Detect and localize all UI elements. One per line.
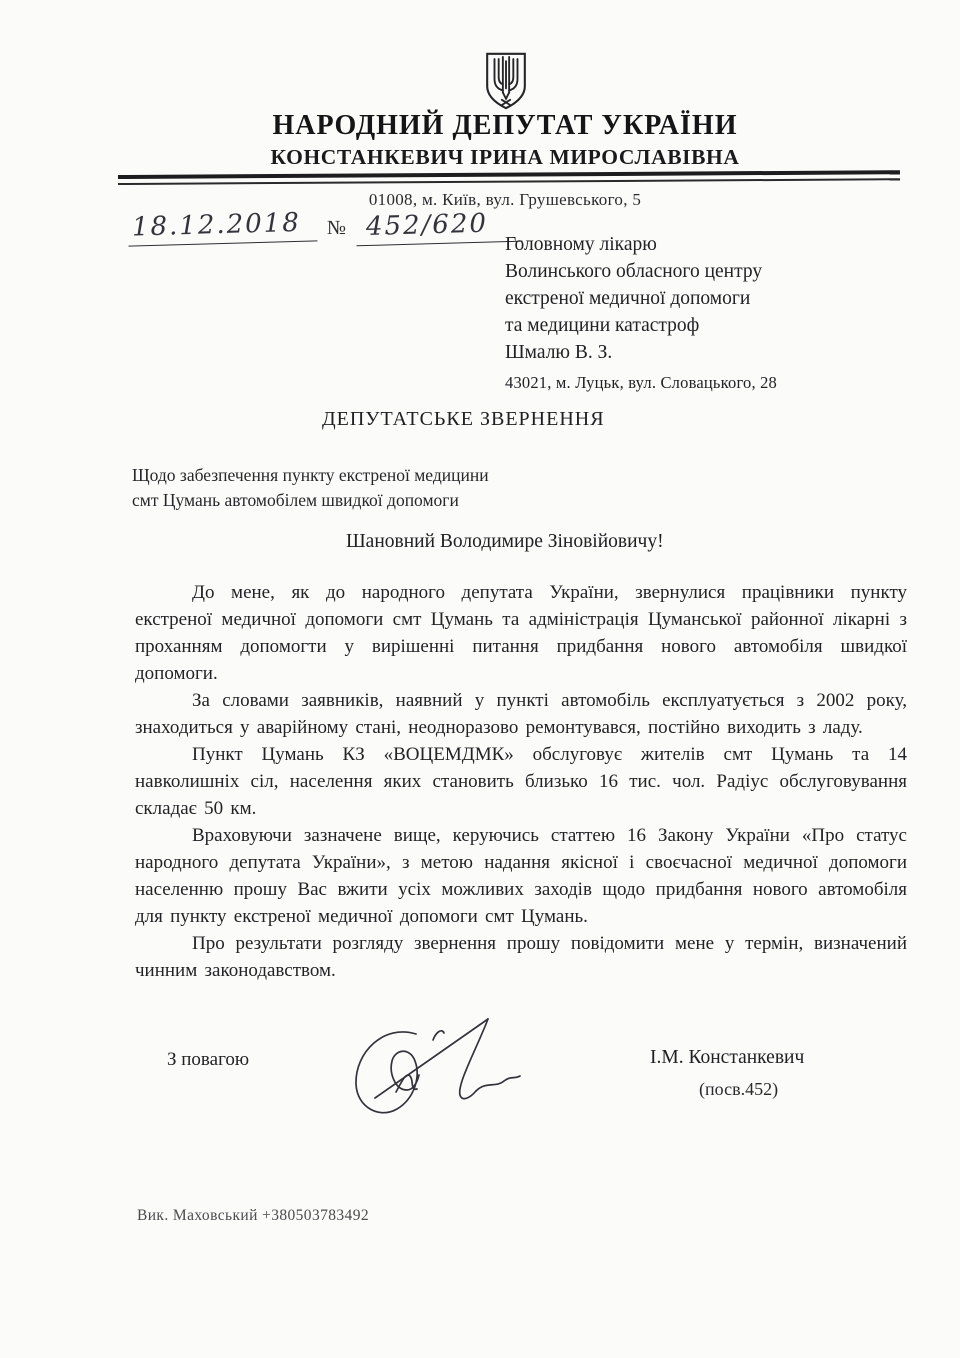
addressee-block [505,231,777,396]
addressee-line: Волинського обласного центру [505,261,763,282]
document-title: ДЕПУТАТСЬКЕ ЗВЕРНЕННЯ [322,408,605,430]
handwritten-signature-icon [336,1006,534,1126]
divider-thick-line [118,170,900,179]
number-sign: № [326,217,346,239]
addressee-line: та медицини катастроф [505,315,700,336]
handwritten-reference-number: 452/620 [356,208,523,247]
addressee-line: Головному лікарю [505,234,657,255]
salutation: Шановний Володимире Зіновійовичу! [346,531,664,552]
addressee-line: екстреної медичної допомоги [505,288,751,309]
subject-block [132,463,489,513]
closing-phrase: З повагою [167,1049,250,1070]
letterhead-deputy-name: КОНСТАНКЕВИЧ ІРИНА МИРОСЛАВІВНА [270,145,740,169]
reference-line [128,207,522,244]
divider-thin-line [118,178,900,185]
body-paragraph: До мене, як до народного депутата України, звернулися працівники пункту екстреної медичної допомоги смт Цумань та адміністрація Цуманської районної лікарні з проханням допомогти у вирішенні питання придбання нового автомобіля швидкої допомоги. [135,582,907,684]
letterhead-address: 01008, м. Київ, вул. Грушевського, 5 [368,190,642,209]
ukraine-trident-icon [483,50,529,112]
body-paragraph: Враховуючи зазначене вище, керуючись статтею 16 Закону України «Про статус народного депутата України», з метою надання якісної і своєчасної медичної допомоги населенню прошу Вас вжити усіх можливих заходів щодо придбання нового автомобіля для пункту екстреної медичної допомоги смт Цумань. [135,825,907,927]
addressee-line: Шмалю В. З. [505,342,613,363]
executor-contact: Вик. Маховський +380503783492 [137,1207,369,1224]
signatory-credential: (посв.452) [699,1079,779,1099]
letter-body [135,579,907,984]
body-paragraph: Пункт Цумань КЗ «ВОЦЕМДМК» обслуговує жителів смт Цумань та 14 навколишніх сіл, населення яких становить близько 16 тис. чол. Радіус обслуговування складає 50 км. [135,744,907,819]
subject-line: смт Цумань автомобілем швидкої допомоги [132,490,459,510]
body-paragraph: Про результати розгляду звернення прошу повідомити мене у термін, визначений чинним законодавством. [135,933,907,981]
letterhead-title: НАРОДНИЙ ДЕПУТАТ УКРАЇНИ [272,110,738,141]
signatory-name: І.М. Констанкевич [650,1047,805,1068]
body-paragraph: За словами заявників, наявний у пункті автомобіль експлуатується з 2002 року, знаходиться у аварійному стані, неодноразово ремонтувався, постійно виходить з ладу. [135,690,907,738]
addressee-postal-address: 43021, м. Луцьк, вул. Словацького, 28 [505,373,778,392]
subject-line: Щодо забезпечення пункту екстреної медицини [132,465,489,485]
letterhead-divider [118,170,900,185]
handwritten-date: 18.12.2018 [128,207,318,246]
